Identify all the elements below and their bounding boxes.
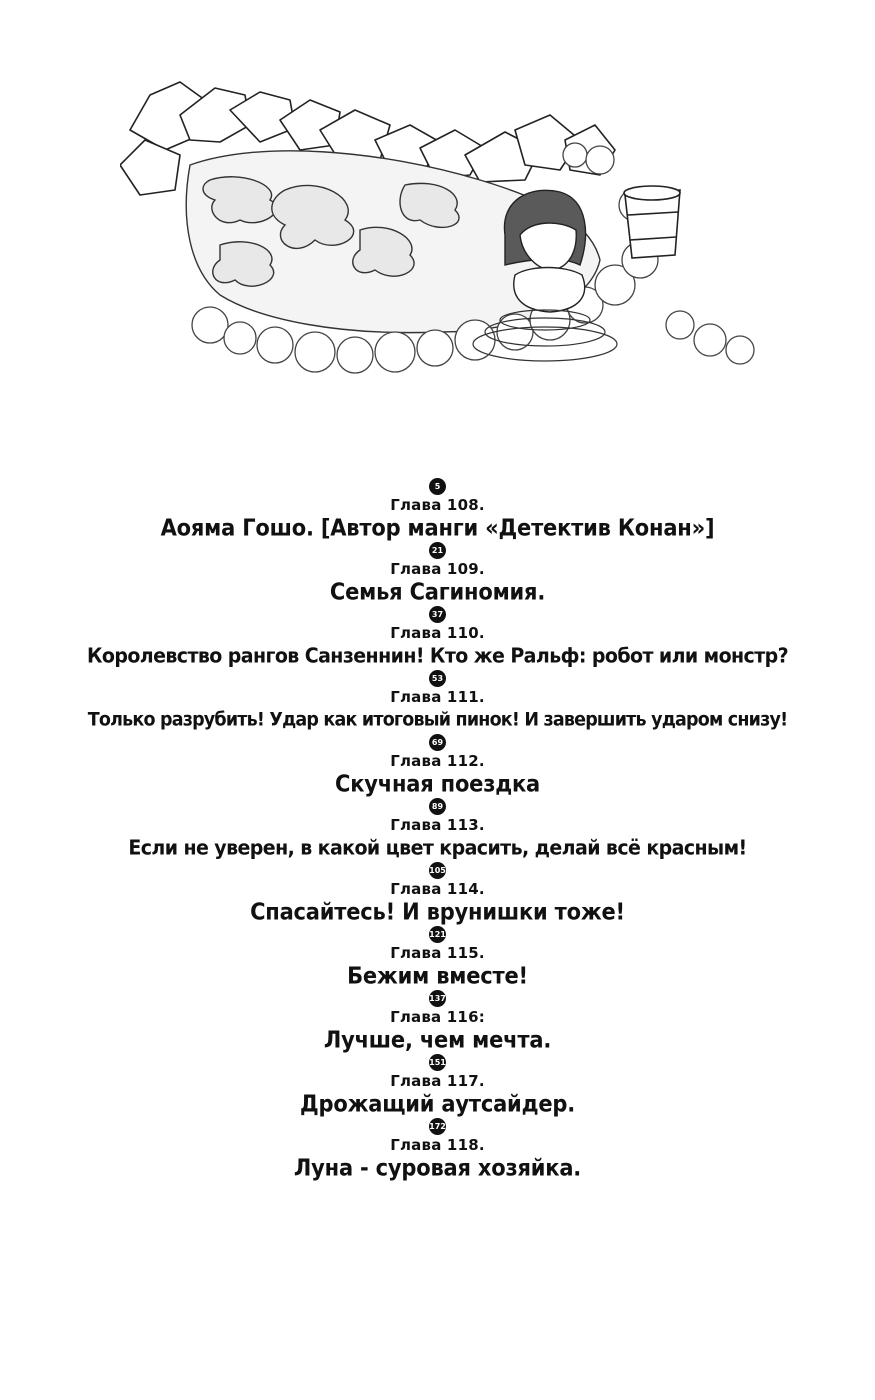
page-number-badge: 172 — [429, 1118, 446, 1135]
page-number-badge: 69 — [429, 734, 446, 751]
page-number-badge: 151 — [429, 1054, 446, 1071]
toc-entry — [0, 1054, 875, 1118]
chapter-label: Глава 115. — [390, 944, 485, 962]
toc-entry — [0, 798, 875, 862]
chapter-label: Глава 110. — [390, 624, 485, 642]
page-number-badge: 53 — [429, 670, 446, 687]
chapter-label: Глава 113. — [390, 816, 485, 834]
chapter-label: Глава 117. — [390, 1072, 485, 1090]
page-number-badge: 21 — [429, 542, 446, 559]
toc-entry — [0, 734, 875, 798]
chapter-title: Если не уверен, в какой цвет красить, делай всё красным! — [128, 836, 747, 860]
chapter-label: Глава 118. — [390, 1136, 485, 1154]
chapter-label: Глава 114. — [390, 880, 485, 898]
page-number-badge: 5 — [429, 478, 446, 495]
girl-shoulders — [514, 268, 585, 313]
toc-entry — [0, 990, 875, 1054]
chapter-title: Лучше, чем мечта. — [323, 1027, 552, 1053]
chapter-title: Луна - суровая хозяйка. — [293, 1155, 582, 1181]
chapter-title: Семья Сагиномия. — [329, 579, 546, 605]
hot-spring-illustration — [120, 70, 760, 390]
chapter-label: Глава 108. — [390, 496, 485, 514]
page-number-badge: 121 — [429, 926, 446, 943]
chapter-label: Глава 111. — [390, 688, 485, 706]
toc-entry — [0, 1118, 875, 1182]
page-number-badge: 89 — [429, 798, 446, 815]
chapter-title: Скучная поездка — [334, 771, 540, 797]
toc-entry — [0, 478, 875, 542]
toc-entry — [0, 862, 875, 926]
chapter-title: Королевство рангов Санзеннин! Кто же Ральф: робот или монстр? — [86, 644, 789, 668]
page-number-badge: 105 — [429, 862, 446, 879]
toc-entry — [0, 670, 875, 734]
chapter-title: Бежим вместе! — [347, 963, 528, 989]
toc-entry — [0, 926, 875, 990]
chapter-title: Только разрубить! Удар как итоговый пинок! И завершить ударом снизу! — [87, 709, 788, 731]
chapter-label: Глава 116: — [390, 1008, 485, 1026]
chapter-label: Глава 109. — [390, 560, 485, 578]
page-number-badge: 137 — [429, 990, 446, 1007]
toc-entry — [0, 542, 875, 606]
water-reflection — [213, 242, 274, 286]
chapter-label: Глава 112. — [390, 752, 485, 770]
toc-entry — [0, 606, 875, 670]
chapter-title: Спасайтесь! И врунишки тоже! — [250, 899, 625, 925]
page-number-badge: 37 — [429, 606, 446, 623]
table-of-contents — [0, 478, 875, 1182]
chapter-title: Дрожащий аутсайдер. — [300, 1091, 575, 1117]
chapter-title: Аояма Гошо. [Автор манги «Детектив Конан»] — [160, 515, 715, 541]
